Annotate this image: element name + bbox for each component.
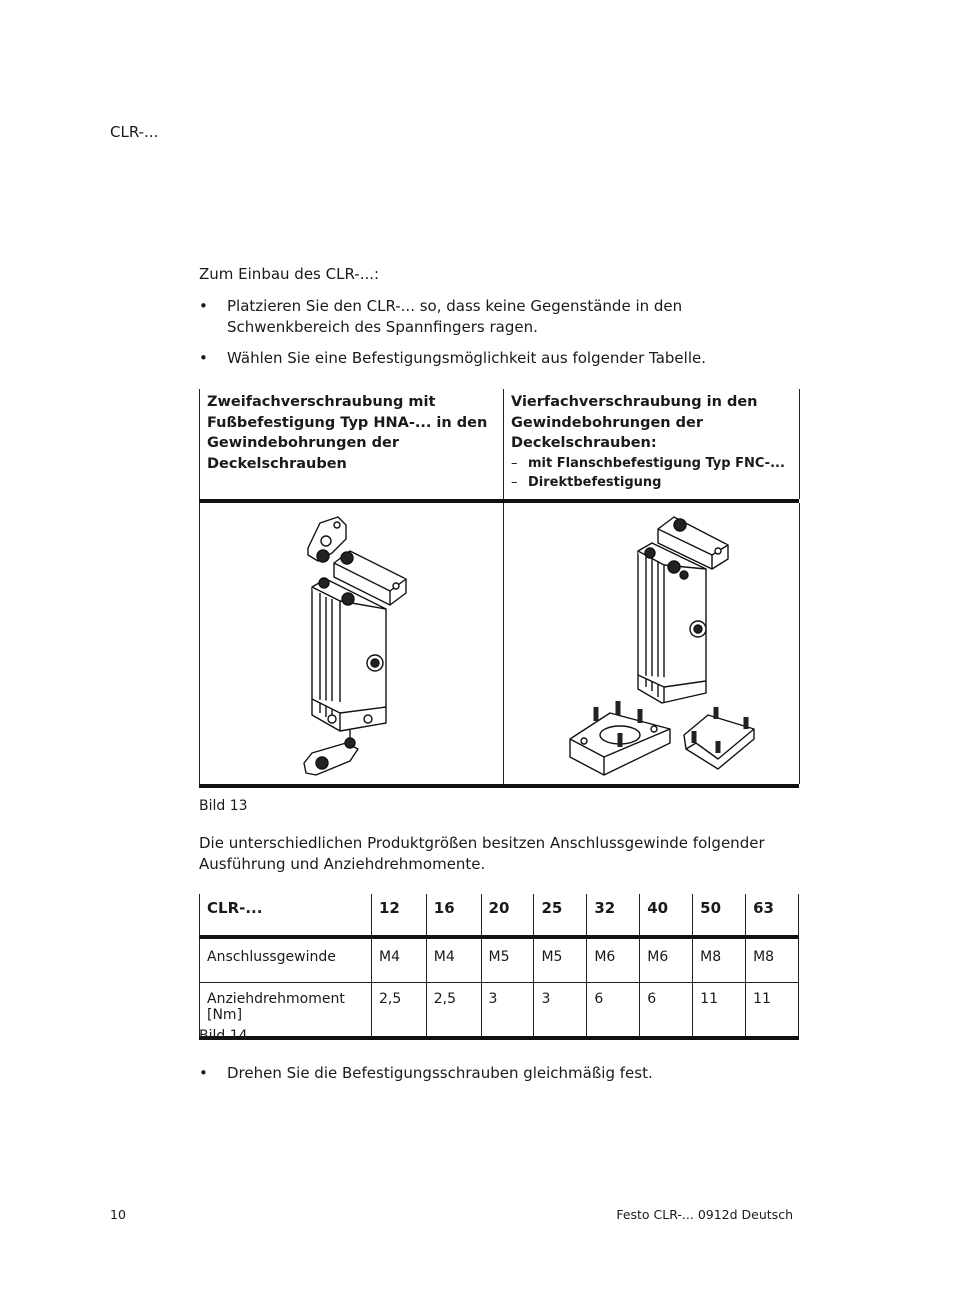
figure-caption: Bild 13 <box>199 798 248 814</box>
page-number: 10 <box>110 1207 126 1222</box>
table-row <box>200 937 799 983</box>
table-header-cell: 50 <box>693 894 746 937</box>
bullet-item <box>199 296 799 338</box>
col2-heading: Vierfachverschraubung in den Gewindebohrungen der Deckelschrauben: <box>511 394 758 451</box>
table-header-cell: 25 <box>534 894 587 937</box>
table-cell: M8 <box>746 937 799 983</box>
table-cell: 11 <box>693 983 746 1039</box>
table-header-row <box>200 894 799 937</box>
bullet-text: Drehen Sie die Befestigungsschrauben gleichmäßig fest. <box>227 1064 653 1082</box>
mounting-col-four-screw <box>503 389 800 499</box>
table-header-cell: CLR-... <box>200 894 372 937</box>
table-cell: M8 <box>693 937 746 983</box>
table-cell: 2,5 <box>426 983 481 1039</box>
table-cell: 2,5 <box>372 983 427 1039</box>
thread-torque-table <box>199 894 799 1040</box>
table-row <box>200 983 799 1039</box>
table-cell: Anziehdrehmoment [Nm] <box>200 983 372 1039</box>
bullet-symbol: • <box>199 1064 208 1082</box>
col2-item: – mit Flanschbefestigung Typ FNC-... <box>511 455 785 471</box>
document-id: Festo CLR-... 0912d Deutsch <box>616 1207 793 1222</box>
table-cell: 6 <box>640 983 693 1039</box>
table-cell: M5 <box>481 937 534 983</box>
table-cell: 6 <box>587 983 640 1039</box>
col1-heading: Zweifachverschraubung mit Fußbefestigung Typ HNA-... in den Gewindebohrungen der Deckelschrauben <box>207 394 488 472</box>
table-cell: M6 <box>640 937 693 983</box>
mounting-col-two-screw <box>199 389 504 499</box>
table-header-cell: 12 <box>372 894 427 937</box>
intro-text: Zum Einbau des CLR-...: <box>199 265 380 283</box>
bullet-text: Wählen Sie eine Befestigungsmöglichkeit aus folgender Tabelle. <box>227 349 706 367</box>
table-cell: M5 <box>534 937 587 983</box>
table-cell: M6 <box>587 937 640 983</box>
flange-mounting-drawing <box>504 503 799 784</box>
table-header-cell: 63 <box>746 894 799 937</box>
paragraph: Die unterschiedlichen Produktgrößen besitzen Anschlussgewinde folgender Ausführung und Anziehdrehmomente. <box>199 834 765 873</box>
table-cell: M4 <box>372 937 427 983</box>
foot-mounting-drawing <box>200 503 504 784</box>
table-cell: 3 <box>534 983 587 1039</box>
bullet-text: Platzieren Sie den CLR-... so, dass keine Gegenstände in den Schwenkbereich des Spannfingers ragen. <box>227 297 683 336</box>
bullet-symbol: • <box>199 349 208 367</box>
bullet-symbol: • <box>199 297 208 315</box>
illustration-flange-mounting <box>503 503 800 784</box>
table-rule <box>199 784 799 788</box>
bullet-item <box>199 348 799 369</box>
table-cell: M4 <box>426 937 481 983</box>
table-cell: Anschlussgewinde <box>200 937 372 983</box>
figure-caption: Bild 14 <box>199 1028 248 1044</box>
illustration-foot-mounting <box>199 503 504 784</box>
table-header-cell: 32 <box>587 894 640 937</box>
running-header: CLR-... <box>110 123 159 141</box>
table-cell: 11 <box>746 983 799 1039</box>
table-header-cell: 40 <box>640 894 693 937</box>
col2-item: – Direktbefestigung <box>511 474 662 490</box>
table-cell: 3 <box>481 983 534 1039</box>
table-header-cell: 16 <box>426 894 481 937</box>
bullet-item <box>199 1063 799 1084</box>
table-header-cell: 20 <box>481 894 534 937</box>
